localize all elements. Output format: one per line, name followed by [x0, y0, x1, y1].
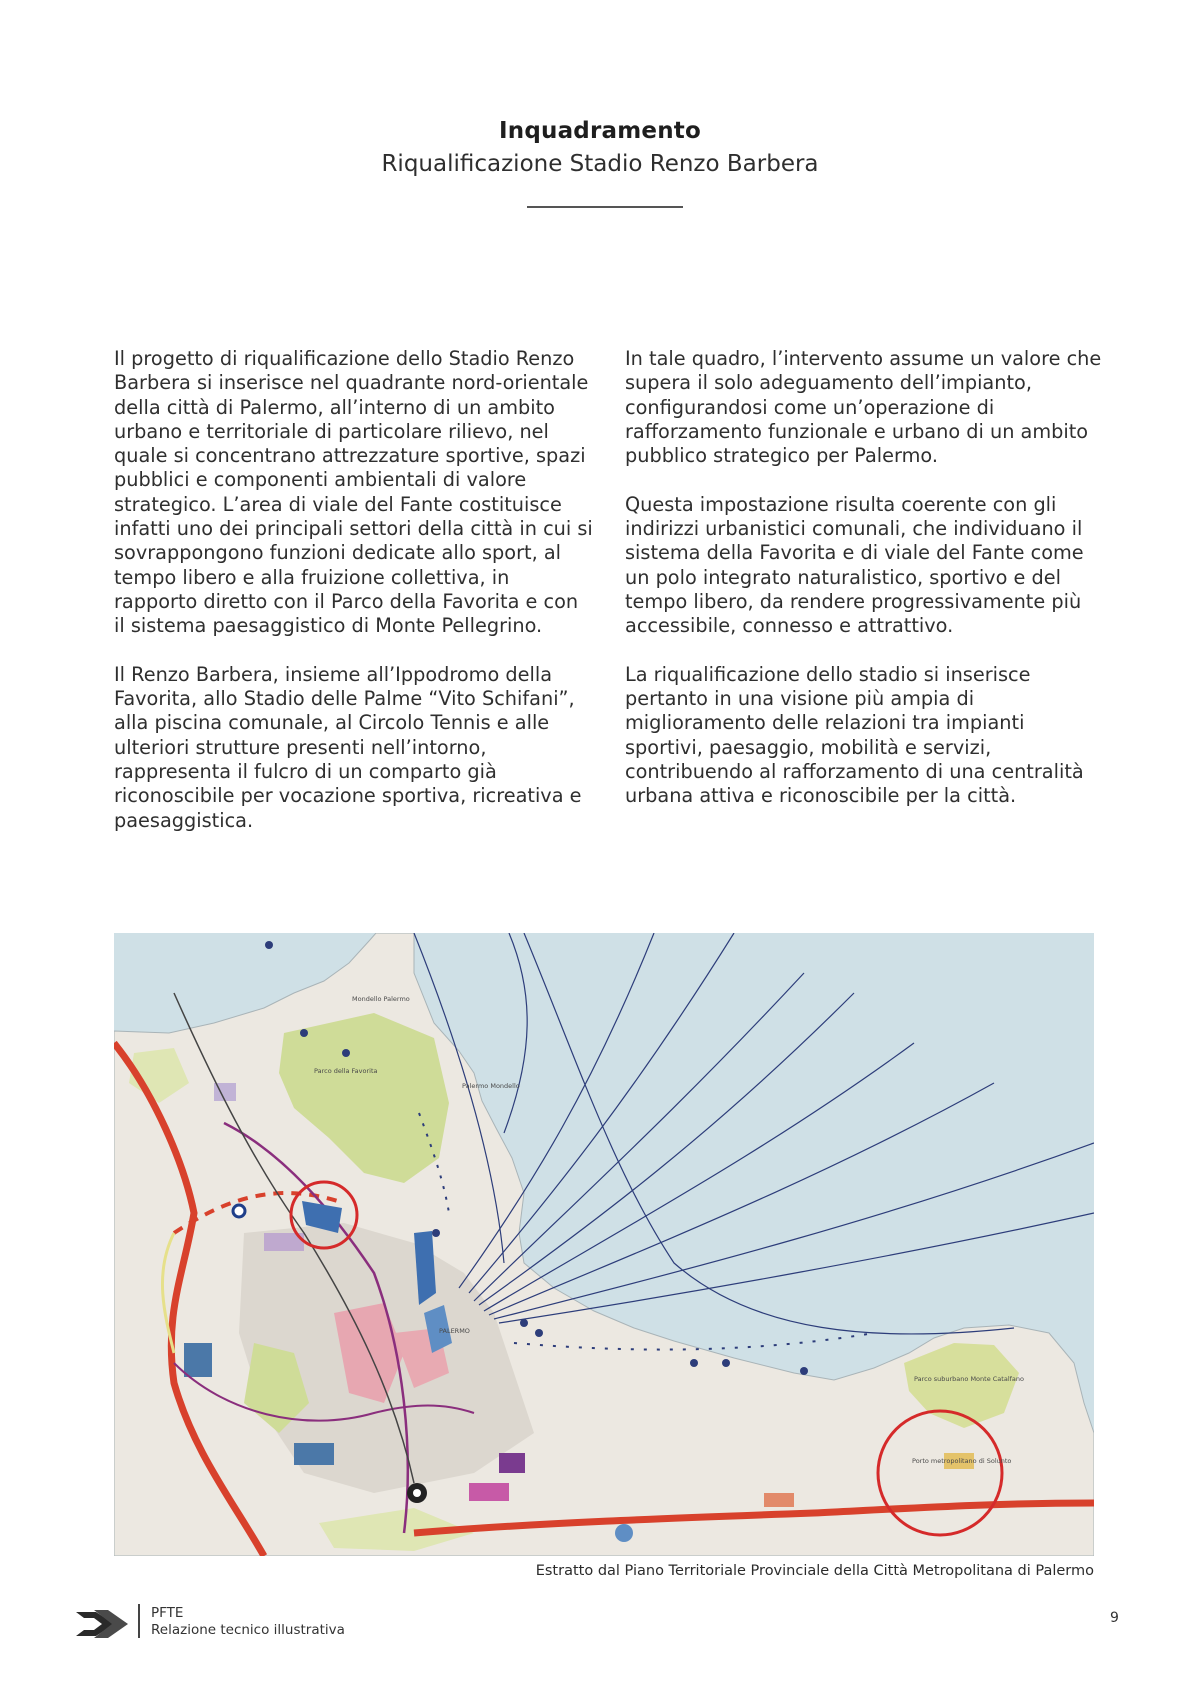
map-label-porto: Porto metropolitano di Solunto [912, 1457, 1012, 1465]
map-label-catalfano: Parco suburbano Monte Catalfano [914, 1375, 1024, 1383]
footer-doc-code: PFTE [151, 1605, 184, 1621]
map-drawing [114, 933, 1094, 1556]
page-subtitle: Riqualificazione Stadio Renzo Barbera [381, 151, 819, 177]
map-label-palermo: PALERMO [439, 1327, 470, 1335]
port-icon [615, 1524, 633, 1542]
facility-zone [184, 1343, 212, 1377]
title-divider [527, 206, 683, 208]
page-title: Inquadramento [499, 118, 701, 144]
footer-doc-title: Relazione tecnico illustrativa [151, 1622, 345, 1638]
station-icon [233, 1205, 245, 1217]
text-column-right [625, 347, 1105, 833]
paragraph: In tale quadro, l’intervento assume un valore che supera il solo adeguamento dell’impianto, configurandosi come un’operazione di rafforzamento funzionale e urbano di un ambito pubblico strategico per Palermo. [625, 347, 1102, 468]
text-column-left [114, 347, 594, 857]
figure-caption: Estratto dal Piano Territoriale Provinciale della Città Metropolitana di Palermo [535, 1563, 1094, 1579]
facility-zone [469, 1483, 509, 1501]
facility-zone [294, 1443, 334, 1465]
paragraph: Il progetto di riqualificazione dello Stadio Renzo Barbera si inserisce nel quadrante nord-orientale della città di Palermo, all’interno di un ambito urbano e territoriale di particolare rilievo, nel quale si concentrano attrezzature sportive, spazi pubblici e componenti ambientali di valore strategico. L’area di viale del Fante costituisce infatti uno dei principali settori della città in cui si sovrappongono funzioni dedicate allo sport, al tempo libero e alla fruizione collettiva, in rapporto diretto con il Parco della Favorita e con il sistema paesaggistico di Monte Pellegrino. [114, 347, 593, 638]
territorial-plan-map [114, 933, 1094, 1556]
facility-zone [764, 1493, 794, 1507]
map-label-mondello: Mondello Palermo [352, 995, 410, 1003]
map-label-favorita: Parco della Favorita [314, 1067, 378, 1075]
page-number: 9 [1110, 1610, 1119, 1626]
page-header [0, 118, 1200, 177]
footer-doc-info [151, 1605, 345, 1639]
paragraph: Questa impostazione risulta coerente con gli indirizzi urbanistici comunali, che individuano il sistema della Favorita e di viale del Fante come un polo integrato naturalistico, sportivo e del tempo libero, da rendere progressivamente più accessibile, connesso e attrattivo. [625, 492, 1084, 638]
map-label-palermo-mondello: Palermo Mondello [462, 1082, 520, 1090]
paragraph: Il Renzo Barbera, insieme all’Ippodromo della Favorita, allo Stadio delle Palme “Vito Schifani”, alla piscina comunale, al Circolo Tennis e alle ulteriori strutture presenti nell’intorno, rappresenta il fulcro di un comparto già riconoscibile per vocazione sportiva, ricreativa e paesaggistica. [114, 662, 582, 832]
paragraph: La riqualificazione dello stadio si inserisce pertanto in una visione più ampia di miglioramento delle relazioni tra impianti sportivi, paesaggio, mobilità e servizi, contribuendo al rafforzamento di una centralità urbana attiva e riconoscibile per la città. [625, 662, 1084, 808]
footer-divider [138, 1604, 140, 1638]
facility-zone [499, 1453, 525, 1473]
interchange-icon [413, 1489, 421, 1497]
logo-icon [74, 1606, 130, 1640]
